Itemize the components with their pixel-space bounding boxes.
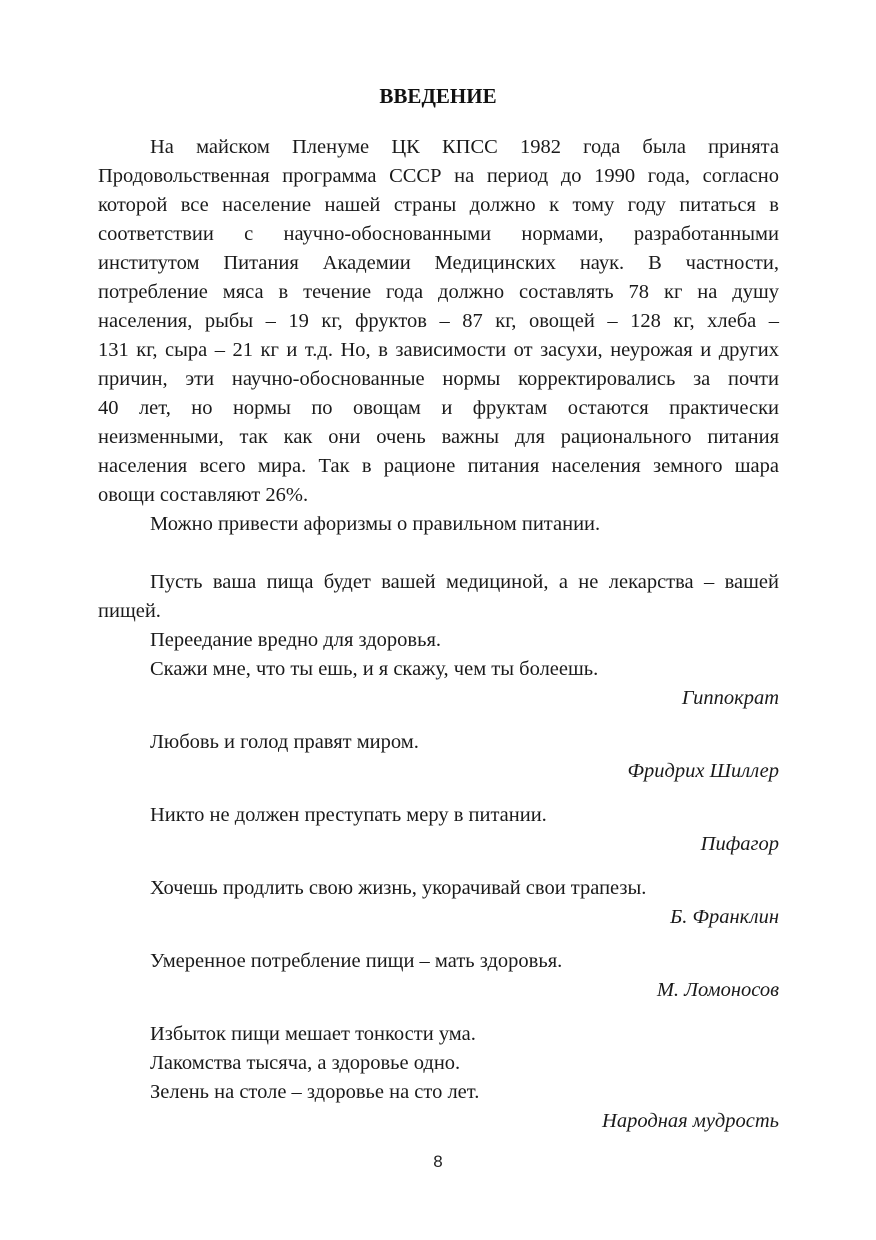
intro-line: неизменными, так как они очень важны для рационального питания — [98, 426, 779, 448]
intro-line: населения всего мира. Так в рационе питания населения земного шара — [98, 455, 779, 477]
page-title: ВВЕДЕНИЕ — [379, 84, 497, 108]
spacer — [98, 1005, 779, 1020]
quote-line: Переедание вредно для здоровья. — [150, 629, 442, 651]
quote-author: Гиппократ — [681, 687, 779, 709]
intro-line: соответствии с научно-обоснованными нормами, разработанными — [98, 223, 779, 245]
quote-author: Б. Франклин — [670, 906, 779, 928]
quote-block-hippocrates — [98, 568, 779, 713]
intro-line: 40 лет, но нормы по овощам и фруктам остаются практически — [98, 397, 779, 419]
quote-line: Никто не должен преступать меру в питании. — [150, 804, 547, 826]
intro-paragraph — [98, 133, 779, 510]
page-number: 8 — [433, 1152, 443, 1171]
intro-line: потребление мяса в течение года должно составлять 78 кг на душу — [98, 281, 779, 303]
quote-block-folk — [98, 1020, 779, 1136]
quote-line: Умеренное потребление пищи – мать здоровья. — [150, 950, 563, 972]
quote-line: Избыток пищи мешает тонкости ума. — [150, 1023, 476, 1045]
spacer — [98, 859, 779, 874]
quote-line: Скажи мне, что ты ешь, и я скажу, чем ты болеешь. — [150, 658, 599, 680]
intro-line: которой все население нашей страны должно к тому году питаться в — [98, 194, 779, 216]
intro-line: населения, рыбы – 19 кг, фруктов – 87 кг, овощей – 128 кг, хлеба – — [98, 310, 779, 332]
page-body — [98, 133, 779, 1136]
intro-line: овощи составляют 26%. — [98, 484, 309, 506]
spacer — [98, 713, 779, 728]
quote-line: Хочешь продлить свою жизнь, укорачивай свои трапезы. — [150, 877, 647, 899]
quote-line: Лакомства тысяча, а здоровье одно. — [150, 1052, 461, 1074]
intro-line: причин, эти научно-обоснованные нормы корректировались за почти — [98, 368, 779, 390]
quote-block-lomonosov — [98, 947, 779, 1005]
spacer — [98, 539, 779, 568]
quote-block-schiller — [98, 728, 779, 786]
intro-line: институтом Питания Академии Медицинских наук. В частности, — [98, 252, 779, 274]
intro-line: 131 кг, сыра – 21 кг и т.д. Но, в зависимости от засухи, неурожая и других — [98, 339, 779, 361]
quote-block-franklin — [98, 874, 779, 932]
quote-line: Зелень на столе – здоровье на сто лет. — [150, 1081, 480, 1103]
intro-line: Продовольственная программа СССР на период до 1990 года, согласно — [98, 165, 779, 187]
spacer — [98, 786, 779, 801]
quote-author: Фридрих Шиллер — [627, 760, 779, 782]
quote-block-pythagoras — [98, 801, 779, 859]
spacer — [98, 932, 779, 947]
quote-author: Народная мудрость — [602, 1110, 779, 1132]
quote-line: пищей. — [98, 600, 161, 622]
intro-line: На майском Пленуме ЦК КПСС 1982 года была принята — [150, 136, 779, 158]
aphorisms-intro: Можно привести афоризмы о правильном питании. — [150, 513, 601, 535]
quote-line: Пусть ваша пища будет вашей медициной, а не лекарства – вашей — [150, 571, 779, 593]
quote-author: М. Ломоносов — [656, 979, 779, 1001]
quote-line: Любовь и голод правят миром. — [150, 731, 419, 753]
quote-author: Пифагор — [700, 833, 779, 855]
